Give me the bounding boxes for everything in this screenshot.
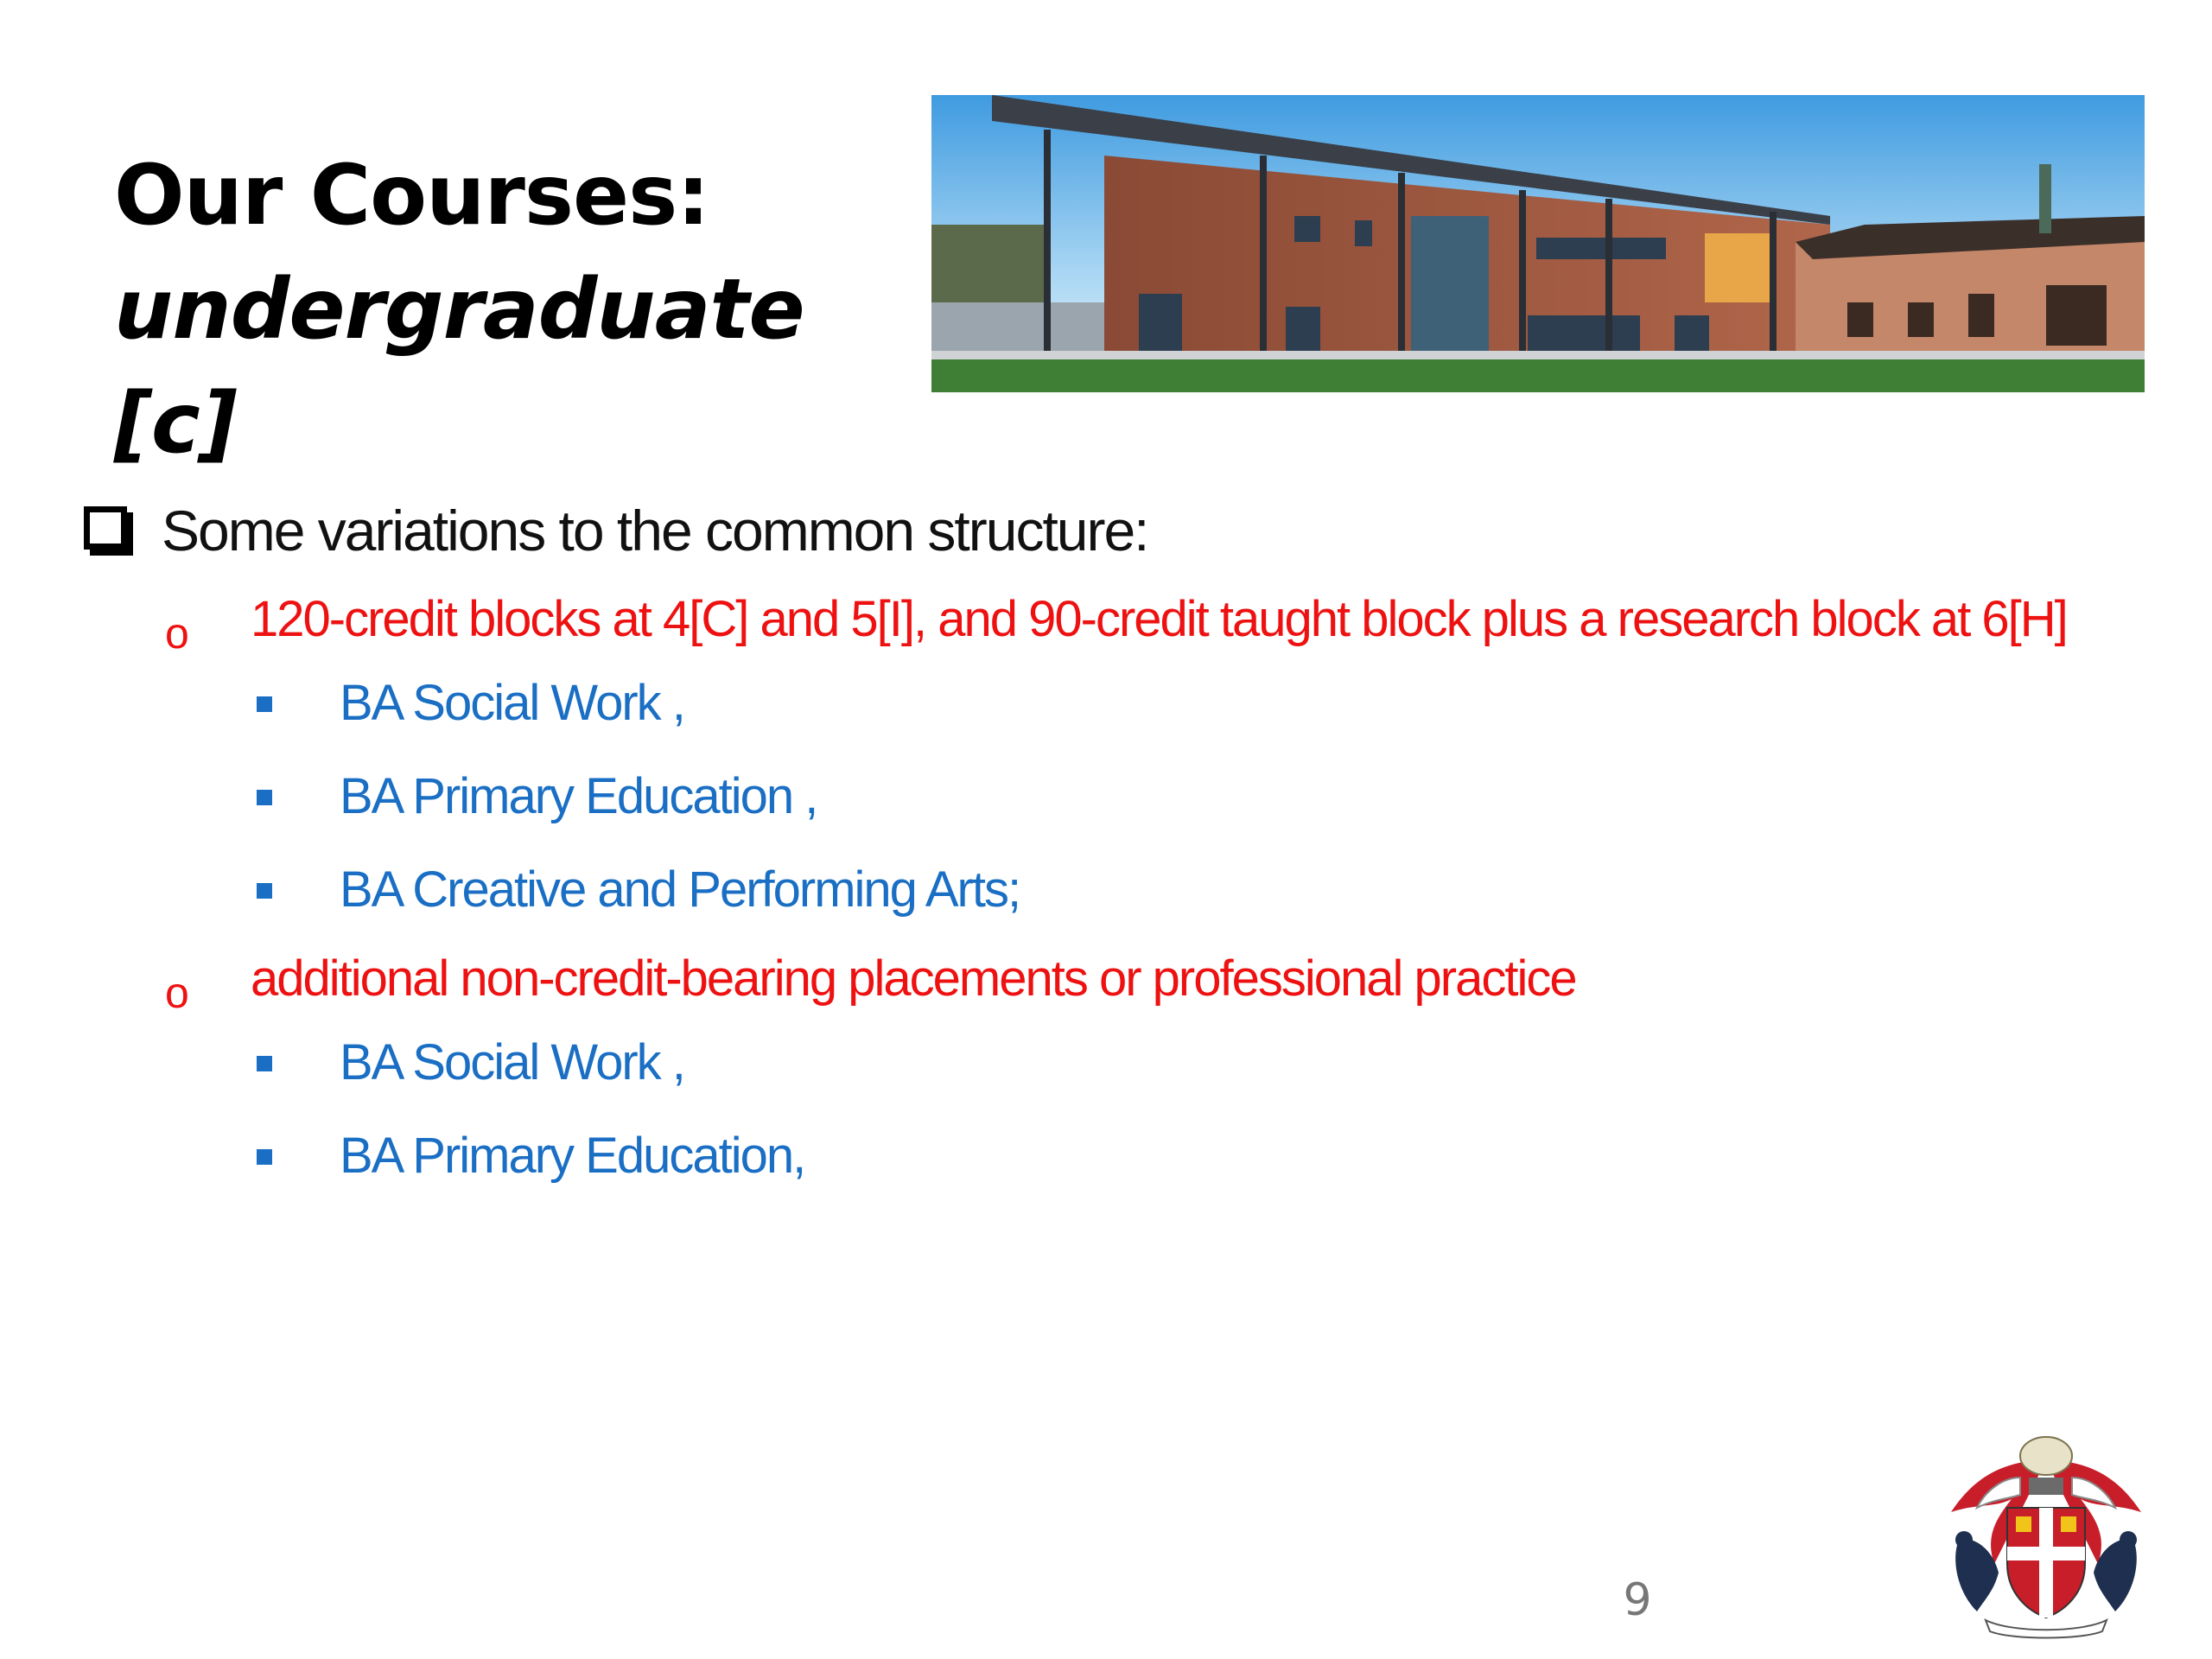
level2-text: BA Social Work , <box>340 1034 684 1090</box>
coat-of-arms-logo <box>1934 1426 2158 1642</box>
title-line-2: undergraduate [c] <box>114 261 804 472</box>
slide-body <box>82 484 2139 1203</box>
heading-bullet <box>82 484 2139 577</box>
level2-text: BA Creative and Performing Arts; <box>340 861 1020 918</box>
square-bullet-icon <box>257 790 272 805</box>
level2-text: BA Social Work , <box>340 675 684 731</box>
slide-title <box>114 138 892 480</box>
level1-bullet <box>82 582 2139 657</box>
page-number: 9 <box>1623 1574 1652 1626</box>
level2-bullet <box>82 750 2139 843</box>
square-bullet-icon <box>257 1056 272 1071</box>
square-bullet-icon <box>257 883 272 899</box>
level2-bullet <box>82 1109 2139 1203</box>
level2-text: BA Primary Education , <box>340 768 817 824</box>
level2-bullet <box>82 1016 2139 1109</box>
checkbox-bullet-icon <box>84 506 127 550</box>
circle-bullet-icon: o <box>165 969 189 1017</box>
level2-text: BA Primary Education, <box>340 1128 805 1184</box>
heading-text: Some variations to the common structure: <box>162 499 1148 563</box>
title-line-1: Our Courses: <box>114 147 709 244</box>
level2-bullet <box>82 843 2139 937</box>
circle-bullet-icon: o <box>165 609 189 658</box>
level2-bullet <box>82 657 2139 750</box>
campus-building-photo <box>931 95 2145 392</box>
level1-bullet <box>82 942 2139 1016</box>
level1-text: 120-credit blocks at 4[C] and 5[I], and 90-credit taught block plus a research block at 6[H] <box>251 591 2067 647</box>
square-bullet-icon <box>257 1149 272 1165</box>
level1-text: additional non-credit-bearing placements or professional practice <box>251 950 1576 1007</box>
square-bullet-icon <box>257 696 272 712</box>
